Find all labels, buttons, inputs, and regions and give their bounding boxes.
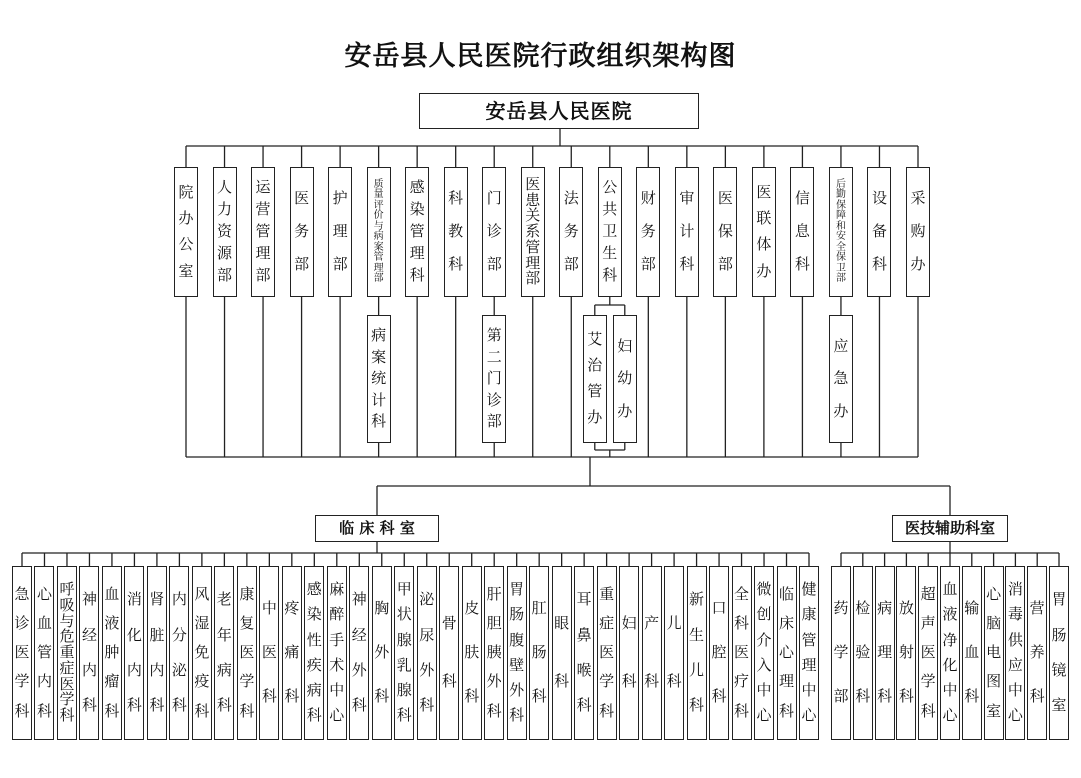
admin-dept-18: 后 勤 保 障 和 安 全 保 卫 部 [829,167,853,297]
admin-dept-16: 医 联 体 办 [752,167,776,297]
sub-dept-9-1: 第 二 门 诊 部 [482,315,506,443]
clinical-dept-12: 中 医 科 [259,566,279,740]
admin-dept-11: 法 务 部 [559,167,583,297]
clinical-dept-21: 皮 肤 科 [462,566,482,740]
chart-title: 安岳县人民医院行政组织架构图 [344,41,737,72]
aux-group-label: 医技辅助科室 [892,515,1008,542]
clinical-dept-20: 骨 科 [439,566,459,740]
aux-dept-10: 营 养 科 [1027,566,1047,740]
clinical-dept-8: 内 分 泌 科 [169,566,189,740]
clinical-dept-30: 儿 科 [664,566,684,740]
clinical-dept-32: 口 腔 科 [709,566,729,740]
admin-dept-14: 审 计 科 [675,167,699,297]
aux-dept-1: 药 学 部 [831,566,851,740]
admin-dept-4: 医 务 部 [290,167,314,297]
clinical-dept-22: 肝 胆 胰 外 科 [484,566,504,740]
root-node-hospital: 安岳县人民医院 [419,93,699,129]
clinical-dept-6: 消 化 内 科 [124,566,144,740]
admin-dept-2: 人 力 资 源 部 [213,167,237,297]
admin-dept-7: 感 染 管 理 科 [405,167,429,297]
admin-dept-8: 科 教 科 [444,167,468,297]
sub-dept-18-1: 应 急 办 [829,315,853,443]
sub-dept-6-1: 病 案 统 计 科 [367,315,391,443]
clinical-dept-33: 全 科 医 疗 科 [732,566,752,740]
clinical-dept-4: 神 经 内 科 [79,566,99,740]
admin-dept-5: 护 理 部 [328,167,352,297]
admin-dept-10: 医 患 关 系 管 理 部 [521,167,545,297]
admin-dept-15: 医 保 部 [713,167,737,297]
aux-dept-9: 消 毒 供 应 中 心 [1005,566,1025,740]
clinical-dept-3: 呼 吸 与 危 重 症 医 学 科 [57,566,77,740]
clinical-dept-5: 血 液 肿 瘤 科 [102,566,122,740]
aux-dept-6: 血 液 净 化 中 心 [940,566,960,740]
clinical-dept-2: 心 血 管 内 科 [34,566,54,740]
clinical-dept-9: 风 湿 免 疫 科 [192,566,212,740]
admin-dept-17: 信 息 科 [790,167,814,297]
aux-dept-5: 超 声 医 学 科 [918,566,938,740]
admin-dept-12: 公 共 卫 生 科 [598,167,622,297]
clinical-dept-34: 微 创 介 入 中 心 [754,566,774,740]
clinical-dept-1: 急 诊 医 学 科 [12,566,32,740]
clinical-dept-25: 眼 科 [552,566,572,740]
admin-dept-3: 运 营 管 理 部 [251,167,275,297]
admin-dept-13: 财 务 部 [636,167,660,297]
clinical-dept-27: 重 症 医 学 科 [597,566,617,740]
admin-dept-1: 院 办 公 室 [174,167,198,297]
sub-dept-12-2: 妇 幼 办 [613,315,637,443]
clinical-dept-16: 神 经 外 科 [349,566,369,740]
clinical-dept-31: 新 生 儿 科 [687,566,707,740]
clinical-dept-23: 胃 肠 腹 壁 外 科 [507,566,527,740]
clinical-dept-24: 肛 肠 科 [529,566,549,740]
clinical-dept-19: 泌 尿 外 科 [417,566,437,740]
clinical-dept-10: 老 年 病 科 [214,566,234,740]
clinical-group-label: 临 床 科 室 [315,515,439,542]
clinical-dept-7: 肾 脏 内 科 [147,566,167,740]
sub-dept-12-1: 艾 治 管 办 [583,315,607,443]
clinical-dept-14: 感 染 性 疾 病 科 [304,566,324,740]
clinical-dept-17: 胸 外 科 [372,566,392,740]
aux-dept-2: 检 验 科 [853,566,873,740]
aux-dept-4: 放 射 科 [896,566,916,740]
clinical-dept-26: 耳 鼻 喉 科 [574,566,594,740]
clinical-dept-13: 疼 痛 科 [282,566,302,740]
aux-dept-11: 胃 肠 镜 室 [1049,566,1069,740]
clinical-dept-29: 产 科 [642,566,662,740]
clinical-dept-28: 妇 科 [619,566,639,740]
admin-dept-20: 采 购 办 [906,167,930,297]
admin-dept-19: 设 备 科 [867,167,891,297]
clinical-dept-11: 康 复 医 学 科 [237,566,257,740]
clinical-dept-35: 临 床 心 理 科 [777,566,797,740]
aux-dept-8: 心 脑 电 图 室 [984,566,1004,740]
aux-dept-3: 病 理 科 [875,566,895,740]
clinical-dept-36: 健 康 管 理 中 心 [799,566,819,740]
admin-dept-6: 质 量 评 价 与 病 案 管 理 部 [367,167,391,297]
admin-dept-9: 门 诊 部 [482,167,506,297]
clinical-dept-15: 麻 醉 手 术 中 心 [327,566,347,740]
aux-dept-7: 输 血 科 [962,566,982,740]
clinical-dept-18: 甲 状 腺 乳 腺 科 [394,566,414,740]
